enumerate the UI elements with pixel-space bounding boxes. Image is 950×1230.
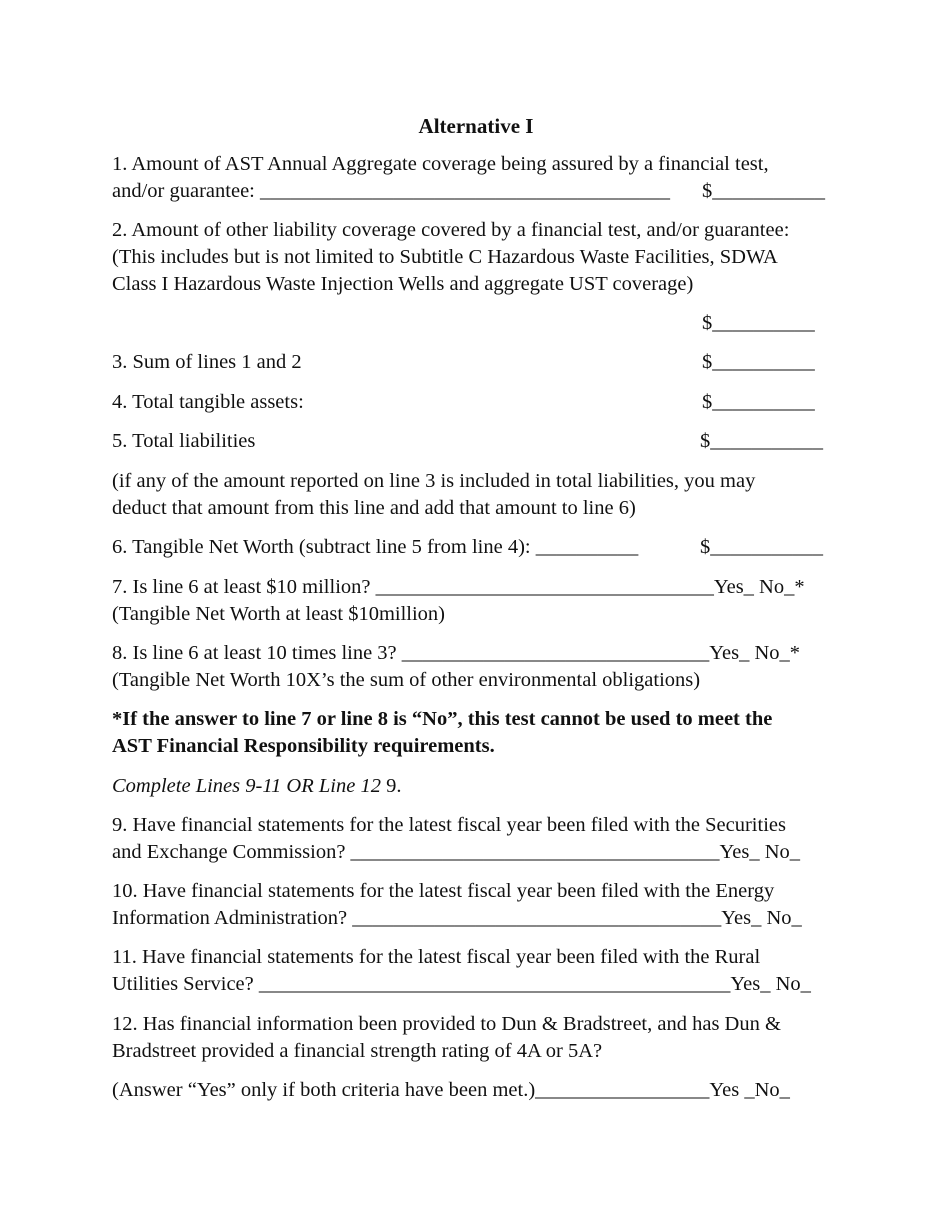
line-9-answer[interactable]: and Exchange Commission? ____________________________________Yes_ No_	[112, 841, 801, 863]
instruction-text: Complete Lines 9-11 OR Line 12	[112, 775, 381, 797]
line-10-answer[interactable]: Information Administration? ____________________________________Yes_ No_	[112, 907, 802, 929]
line-8	[112, 640, 842, 694]
warning-line-1: *If the answer to line 7 or line 8 is “No”, this test cannot be used to meet the	[112, 708, 773, 730]
line-1-text: 1. Amount of AST Annual Aggregate coverage being assured by a financial test,	[112, 153, 769, 175]
line-3	[112, 349, 842, 376]
line-4-amount-field[interactable]: $__________	[702, 391, 815, 413]
line-2-amount-field[interactable]: $__________	[702, 312, 815, 334]
line-11-answer[interactable]: Utilities Service? ______________________________________________Yes_ No_	[112, 973, 811, 995]
line-8-question[interactable]: 8. Is line 6 at least 10 times line 3? ______________________________Yes_ No_*	[112, 642, 801, 664]
instruction	[112, 773, 842, 800]
line-12	[112, 1011, 842, 1065]
line-12-question: 12. Has financial information been provided to Dun & Bradstreet, and has Dun &	[112, 1013, 781, 1035]
line-10	[112, 878, 842, 932]
line-3-amount-field[interactable]: $__________	[702, 351, 815, 373]
line-5-amount-field[interactable]: $___________	[700, 430, 823, 452]
line-5-note-1: (if any of the amount reported on line 3 is included in total liabilities, you may	[112, 470, 756, 492]
line-8-note: (Tangible Net Worth 10X’s the sum of other environmental obligations)	[112, 669, 701, 691]
line-2-note-1: (This includes but is not limited to Subtitle C Hazardous Waste Facilities, SDWA	[112, 246, 778, 268]
instruction-tail: 9.	[380, 775, 402, 797]
line-1-amount-field[interactable]: $___________	[702, 180, 825, 202]
line-6	[112, 534, 842, 561]
warning-line-2: AST Financial Responsibility requirements.	[112, 735, 495, 757]
line-11-question: 11. Have financial statements for the latest fiscal year been filed with the Rural	[112, 946, 761, 968]
line-5-note-2: deduct that amount from this line and add that amount to line 6)	[112, 497, 636, 519]
line-5-note	[112, 468, 842, 522]
line-4	[112, 389, 842, 416]
line-2-amount-row	[112, 310, 842, 337]
line-2	[112, 217, 842, 298]
line-7-note: (Tangible Net Worth at least $10million)	[112, 603, 446, 625]
line-12-answer-row	[112, 1077, 842, 1104]
line-11	[112, 944, 842, 998]
line-3-label: 3. Sum of lines 1 and 2	[112, 351, 302, 373]
line-6-label[interactable]: 6. Tangible Net Worth (subtract line 5 from line 4): __________	[112, 536, 639, 558]
page-title: Alternative I	[418, 114, 534, 138]
line-1	[112, 151, 842, 205]
line-5-label: 5. Total liabilities	[112, 430, 256, 452]
line-5	[112, 428, 842, 455]
line-12-question-cont: Bradstreet provided a financial strength rating of 4A or 5A?	[112, 1040, 603, 1062]
line-4-label: 4. Total tangible assets:	[112, 391, 304, 413]
line-1-guarantee-field[interactable]: and/or guarantee: ________________________________________	[112, 180, 670, 202]
warning	[112, 706, 842, 760]
line-9	[112, 812, 842, 866]
line-9-question: 9. Have financial statements for the latest fiscal year been filed with the Securities	[112, 814, 786, 836]
line-7-question[interactable]: 7. Is line 6 at least $10 million? _________________________________Yes_ No_*	[112, 576, 805, 598]
line-2-note-2: Class I Hazardous Waste Injection Wells and aggregate UST coverage)	[112, 273, 694, 295]
line-10-question: 10. Have financial statements for the latest fiscal year been filed with the Energy	[112, 880, 775, 902]
line-7	[112, 574, 842, 628]
line-12-answer[interactable]: (Answer “Yes” only if both criteria have been met.)_________________Yes _No_	[112, 1079, 790, 1101]
line-6-amount-field[interactable]: $___________	[700, 536, 823, 558]
line-2-text: 2. Amount of other liability coverage covered by a financial test, and/or guarantee:	[112, 219, 790, 241]
